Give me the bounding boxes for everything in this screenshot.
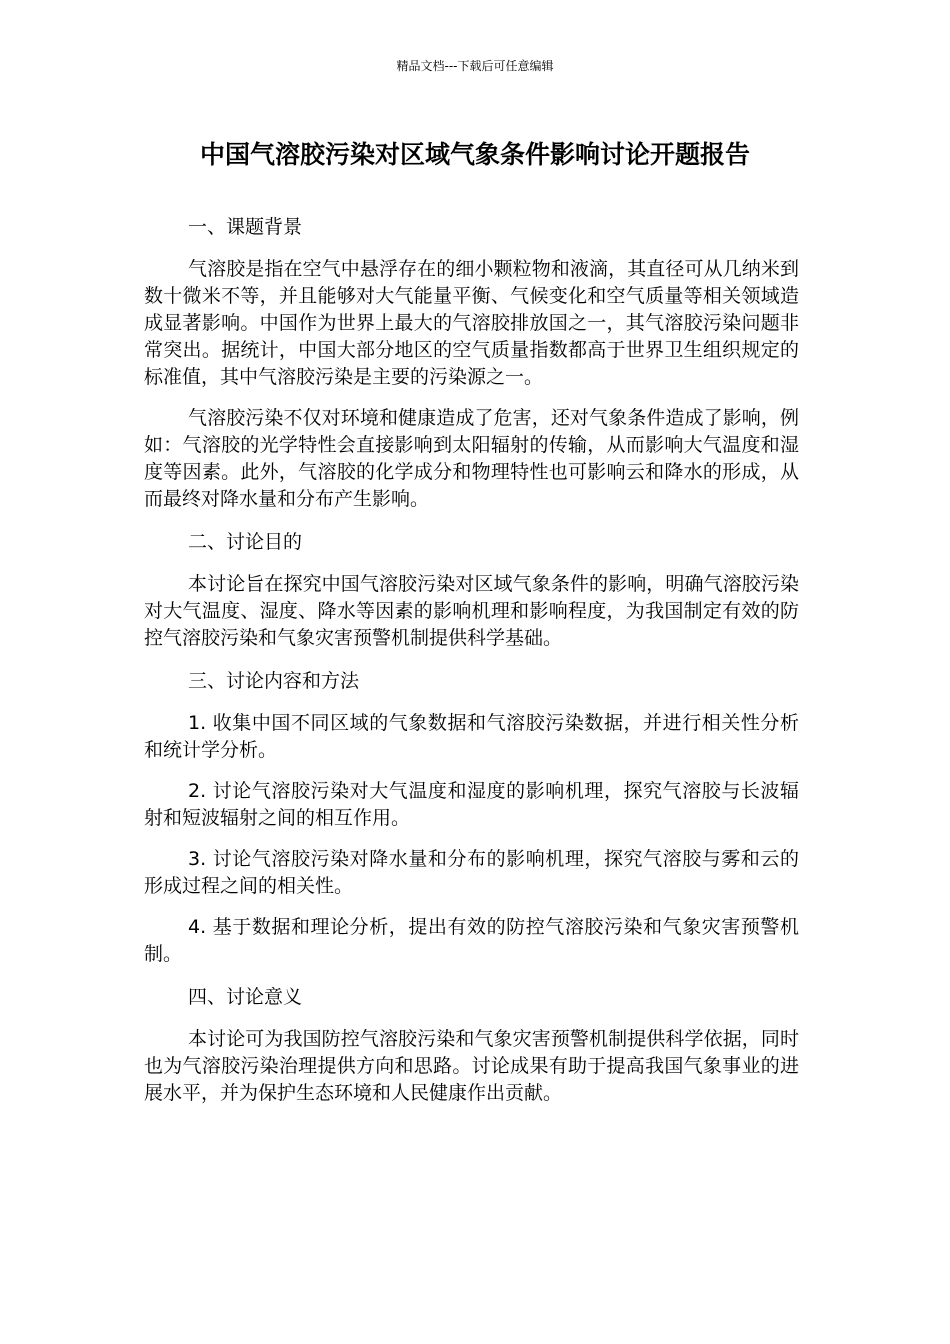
section-heading-background: 一、课题背景 <box>188 216 303 238</box>
paragraph: 本讨论可为我国防控气溶胶污染和气象灾害预警机制提供科学依据，同时也为气溶胶污染治理提供方向和思路。讨论成果有助于提高我国气象事业的进展水平，并为保护生态环境和人民健康作出贡献。 <box>144 1028 799 1104</box>
list-item: 3. 讨论气溶胶污染对降水量和分布的影响机理，探究气溶胶与雾和云的形成过程之间的相关性。 <box>144 848 799 897</box>
section-heading-content-methods: 三、讨论内容和方法 <box>188 670 360 692</box>
list-item: 4. 基于数据和理论分析，提出有效的防控气溶胶污染和气象灾害预警机制。 <box>144 916 799 965</box>
header-note: 精品文档---下载后可任意编辑 <box>396 59 554 73</box>
paragraph: 气溶胶是指在空气中悬浮存在的细小颗粒物和液滴，其直径可从几纳米到数十微米不等，并且能够对大气能量平衡、气候变化和空气质量等相关领域造成显著影响。中国作为世界上最大的气溶胶排放国之一，其气溶胶污染问题非常突出。据统计，中国大部分地区的空气质量指数都高于世界卫生组织规定的标准值，其中气溶胶污染是主要的污染源之一。 <box>144 258 799 388</box>
section-heading-significance: 四、讨论意义 <box>188 986 303 1008</box>
list-item: 1. 收集中国不同区域的气象数据和气溶胶污染数据，并进行相关性分析和统计学分析。 <box>144 712 799 761</box>
document-body <box>144 212 799 1121</box>
paragraph: 本讨论旨在探究中国气溶胶污染对区域气象条件的影响，明确气溶胶污染对大气温度、湿度、降水等因素的影响机理和影响程度，为我国制定有效的防控气溶胶污染和气象灾害预警机制提供科学基础。 <box>144 573 799 649</box>
document-title: 中国气溶胶污染对区域气象条件影响讨论开题报告 <box>199 140 750 169</box>
list-item: 2. 讨论气溶胶污染对大气温度和湿度的影响机理，探究气溶胶与长波辐射和短波辐射之间的相互作用。 <box>144 780 799 829</box>
section-heading-purpose: 二、讨论目的 <box>188 531 303 553</box>
paragraph: 气溶胶污染不仅对环境和健康造成了危害，还对气象条件造成了影响，例如：气溶胶的光学特性会直接影响到太阳辐射的传输，从而影响大气温度和湿度等因素。此外，气溶胶的化学成分和物理特性也可影响云和降水的形成，从而最终对降水量和分布产生影响。 <box>144 407 799 510</box>
